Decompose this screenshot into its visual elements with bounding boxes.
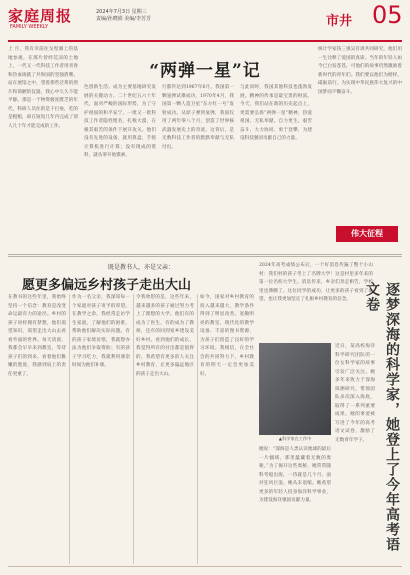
article1-column-4: 与此同时，我国其他科技也蓬勃发展。精神的传承是最宝贵的财富。今天，我们站在新的历史起点上，更需要弘扬“两弹一星”精神，热爱祖国、无私奉献、自力更生、艰苦奋斗、大力协同、勇于登攀，为建设科技强国贡献自己的力量。 bbox=[240, 85, 312, 141]
article3-column-1: 近日，某高校海洋科学研究团队的一位女科学家的故事引发广泛关注。她多年来致力于深海探测研究，带领团队多次深入海底，取得了一系列重要成果。她的事迹被写进了今年的高考语文试卷，激励了无数青年学子。 bbox=[335, 344, 375, 443]
article2-column-5: 2024年高考成绩公布后，一个好消息传遍了整个小山村：我们村的孩子考上了名牌大学！这是村里多年来的第一位名校大学生。消息传来，乡亲们奔走相告，学校里也沸腾了。这位同学的成功，让更多的孩子看到了希望，也让我更加坚定了扎根乡村教育的信念。 bbox=[259, 263, 373, 302]
article2-column-4: 如今，国家对乡村教育的投入越来越大，教学条件得到了明显改善。宽敞明亮的教室、现代化的教学设备、丰富的图书资源，为孩子们创造了良好的学习环境。我相信，在全社会的共同努力下，乡村教育的明天一定会更加美好。 bbox=[200, 295, 254, 377]
page-bottom-rule bbox=[8, 566, 402, 567]
article1-column-1: 上 月，我有幸前往戈壁滩上的基地参观。在那片曾经荒凉的土地上，一代又一代科技工作者用青春和热血铸就了共和国的坚强盾牌。站在展馆之中，望着那些泛黄的照片和简陋的仪器，我心中久久不能平静。那是一个物资极度匮乏的年代，科研人员住的是干打垒，吃的是粗粮，却在短短几年内完成了别人几十年才能完成的工作。 bbox=[8, 47, 78, 129]
article1-column-2: 色创新生活。成为主要基地研究发展的关键动力。二十世纪五六十年代，面对严峻的国际形势，为了守护祖国的和平安宁，一批又一批科技工作者隐姓埋名，扎根大漠，在极其艰苦的条件下展开攻关。他们没有先进的设备，就用算盘、手摇计算机进行计算；没有现成的资料，就从零开始摸索。 bbox=[84, 85, 156, 158]
newspaper-logo: 家庭周报 bbox=[8, 7, 73, 25]
section-divider bbox=[8, 254, 402, 255]
scientist-photo bbox=[259, 343, 331, 435]
column-separator bbox=[133, 294, 134, 564]
newspaper-logo-english: FAMILY WEEKLY bbox=[10, 24, 49, 30]
article3-column-2: 她说：“深海是人类认识地球的最后一片疆域，那里蕴藏着无数的奥秘。”为了揭开这些奥秘，她常常随科考船出海，一待就是几个月。面对狂风巨浪，她从未退缩。她希望更多的年轻人投身海洋科学事业，为建设海洋强国贡献力量。 bbox=[259, 447, 331, 503]
article2-kicker: 既是教书人，亦是父亲： bbox=[108, 264, 175, 271]
article2-column-1: 在教书的这些年里，我始终坚持一个信念：教育是改变命运最有力的途径。乡村的孩子同样拥有梦想，他们渴望知识，渴望走出大山去看看外面的世界。每天清晨，我都会早早来到教室，等待孩子们的到来。看着他们稚嫩的脸庞，我感到肩上的责任更重了。 bbox=[8, 295, 66, 377]
article2-title: 愿更多偏远乡村孩子走出大山 bbox=[22, 278, 192, 293]
photo-caption: ▲科学家在工作中 bbox=[278, 436, 312, 441]
article1-column-5: 统计学家钱三强吴有训共同研究，他们用一生诠释了爱国的真谛。当年的年轻人如今已白发苍苍，可他们的故事仍然激励着新时代的青年们。我们要以他们为榜样，砥砺前行，为实现中华民族伟大复兴的中国梦而不懈奋斗。 bbox=[318, 47, 402, 95]
editor-credits: 责编/孙晓娟 美编/李芳芳 bbox=[96, 16, 151, 22]
column-separator bbox=[197, 294, 198, 564]
article1-column-3: 行都传达到1967年6月。我国第一颗氢弹试爆成功，1970年4月，我国第一颗人造卫星“东方红一号”发射成功。从原子弹到氢弹，我国仅用了两年零八个月，创造了世界核武器发展史上的奇迹。这背后，是无数科技工作者的默默奉献与无私付出。 bbox=[162, 85, 234, 150]
article2-column-3: 令我欣慰的是，这些年来，越来越多的孩子通过努力考上了理想的大学。他们有的成为了医生，有的成为了教师，还有的回到家乡建设美好乡村。看到他们的成长，我觉得所有的付出都是值得的。我希望有更多的人关注乡村教育，让更多偏远地区的孩子走出大山。 bbox=[136, 295, 194, 377]
issue-date: 2024年7月3日 星期三 bbox=[96, 9, 147, 15]
dateline bbox=[96, 9, 151, 23]
page-number: 05 bbox=[372, 1, 403, 29]
column-separator bbox=[69, 294, 70, 564]
column-badge: 伟大征程 bbox=[336, 226, 398, 242]
article3-vertical-title: 逐梦深海的科学家，她登上了今年高考语文卷 bbox=[364, 282, 400, 552]
section-name: 市井 bbox=[326, 14, 353, 29]
article1-title: “两弹一星”记 bbox=[149, 61, 261, 81]
section-divider-secondary bbox=[8, 256, 402, 257]
masthead-divider bbox=[8, 40, 402, 42]
article2-column-2: 作为一名父亲，我深知每一个家庭对孩子寄予的厚望。在教学之余，我经常走访学生家庭，了解他们的困难，帮助他们解决实际问题。有的孩子家境贫寒，我就想办法为他们争取资助；有的孩子学习吃力，我就利用课余时间为他们补课。 bbox=[72, 295, 130, 368]
